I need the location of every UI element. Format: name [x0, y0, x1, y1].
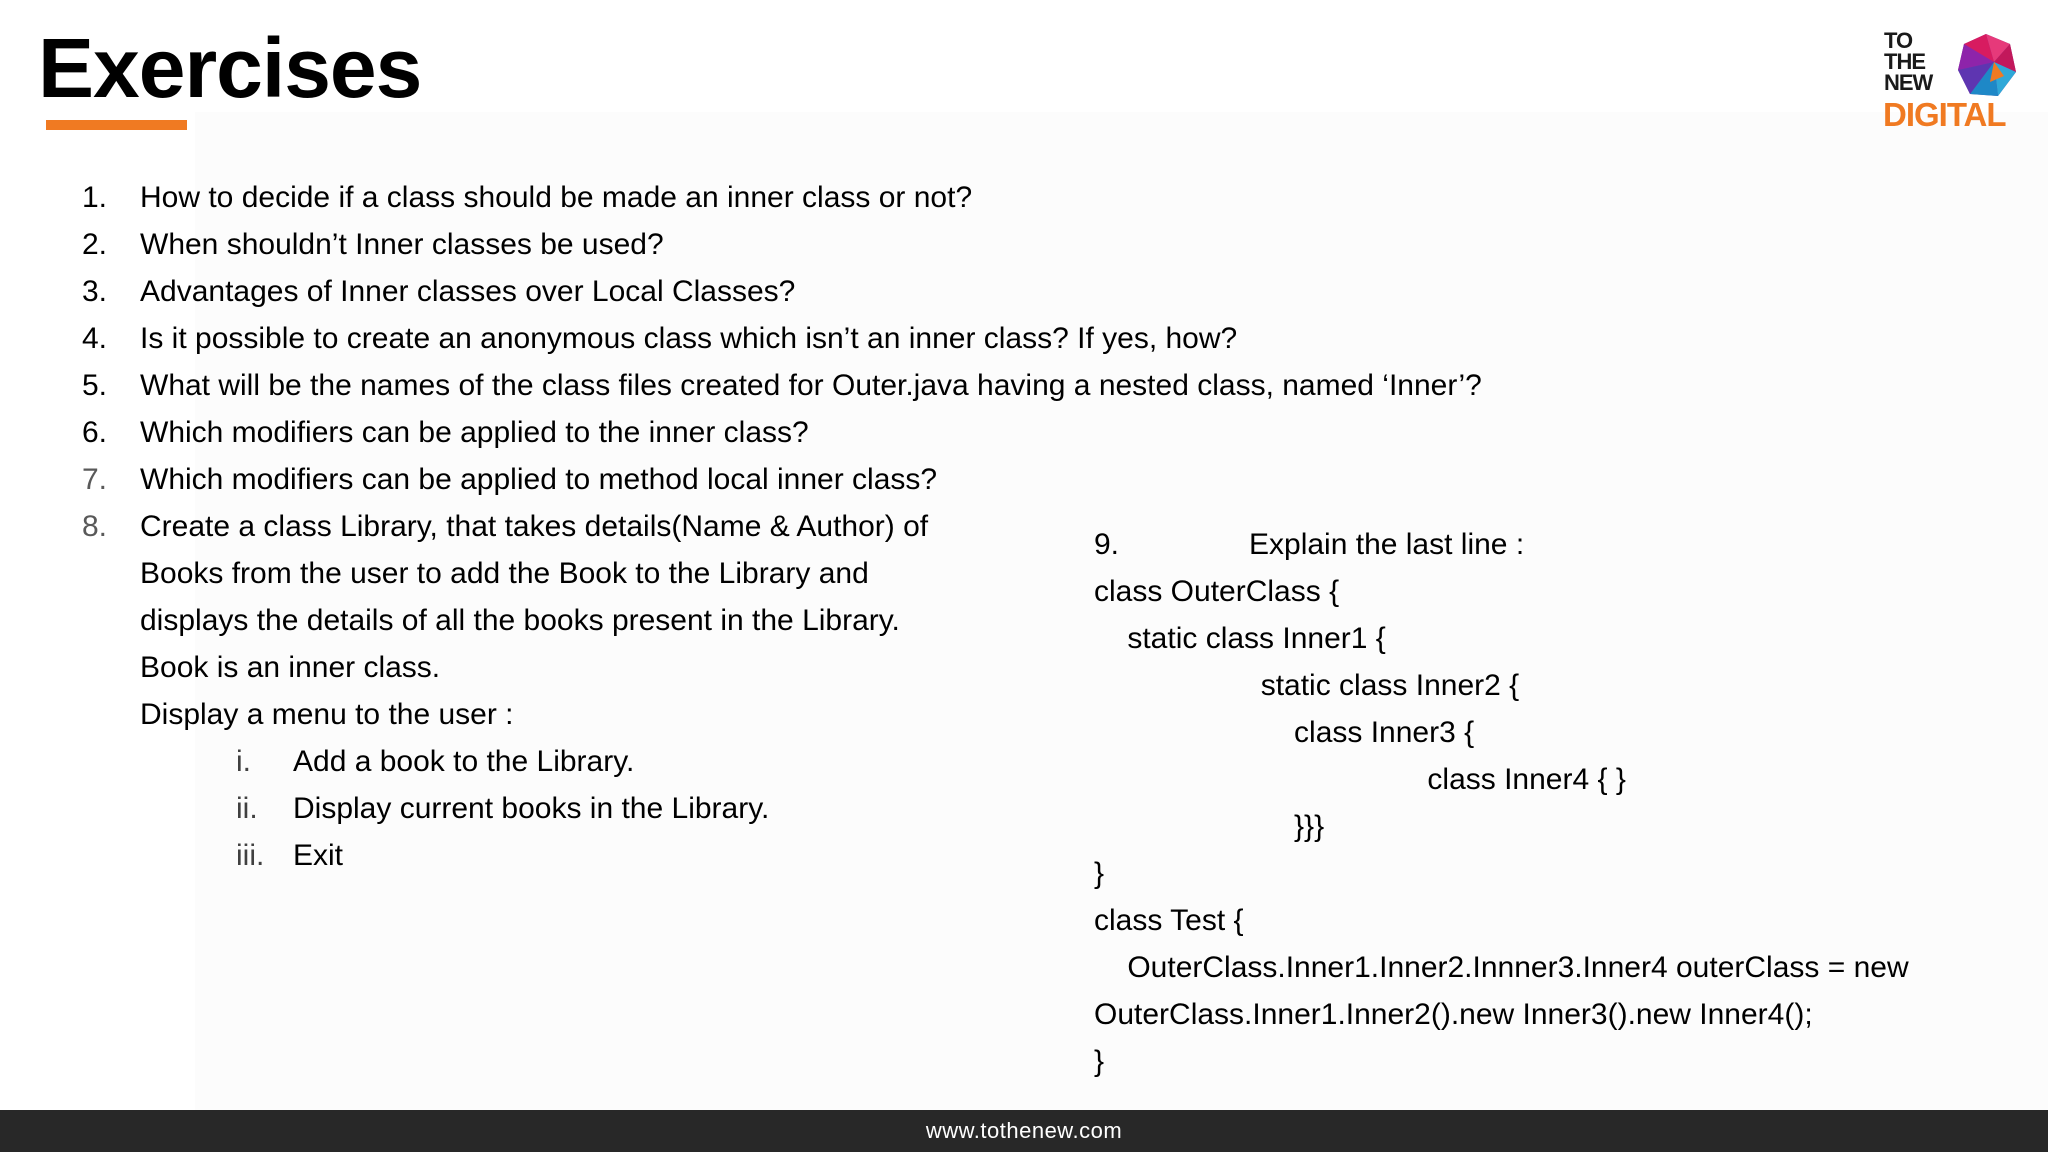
- item-number: 3.: [82, 275, 108, 308]
- code-line: }: [1094, 1045, 1105, 1078]
- q9-heading: [1094, 521, 2034, 568]
- item-number: 2.: [82, 228, 108, 261]
- item-text: Is it possible to create an anonymous class which isn’t an inner class? If yes, how?: [140, 322, 1238, 355]
- q8-line: Books from the user to add the Book to the Library and: [140, 557, 869, 590]
- item-number: 6.: [82, 416, 108, 449]
- code-line: class Inner4 { }: [1094, 763, 1626, 796]
- gem-icon: [1954, 32, 2018, 102]
- logo-digital-text: DIGITAL: [1883, 96, 2006, 133]
- q8-line: Book is an inner class.: [140, 651, 441, 684]
- code-line: class OuterClass {: [1094, 575, 1340, 608]
- item-number: 8.: [82, 510, 108, 543]
- item-text: When shouldn’t Inner classes be used?: [140, 228, 664, 261]
- logo-wordmark: TO THE NEW: [1884, 28, 1933, 95]
- code-line: static class Inner1 {: [1094, 622, 1386, 655]
- item-number: 7.: [82, 463, 108, 496]
- item-text: Advantages of Inner classes over Local Classes?: [140, 275, 796, 308]
- code-line: OuterClass.Inner1.Inner2().new Inner3().new Inner4();: [1094, 998, 1813, 1031]
- list-item: [82, 315, 1602, 362]
- item-text: What will be the names of the class files created for Outer.java having a nested class, named ‘Inner’?: [140, 369, 1482, 402]
- q8-line: Display a menu to the user :: [140, 698, 514, 731]
- q9-title: Explain the last line :: [1249, 528, 1525, 561]
- menu-item-number: iii.: [236, 839, 265, 872]
- item-number: 9.: [1094, 528, 1120, 561]
- question-9: [1094, 521, 2034, 1085]
- list-item: [82, 221, 1602, 268]
- menu-item-number: ii.: [236, 792, 258, 825]
- menu-item-text: Exit: [293, 839, 344, 872]
- code-line: OuterClass.Inner1.Inner2.Innner3.Inner4 outerClass = new: [1094, 951, 1909, 984]
- code-line: class Inner3 {: [1094, 716, 1475, 749]
- item-text: Which modifiers can be applied to the inner class?: [140, 416, 809, 449]
- q8-line: displays the details of all the books present in the Library.: [140, 604, 900, 637]
- footer-url: www.tothenew.com: [0, 1110, 2048, 1152]
- item-number: 4.: [82, 322, 108, 355]
- code-line: static class Inner2 {: [1094, 669, 1520, 702]
- code-line: }: [1094, 857, 1105, 890]
- menu-item-text: Add a book to the Library.: [293, 745, 635, 778]
- code-line: class Test {: [1094, 904, 1244, 937]
- item-text: Which modifiers can be applied to method local inner class?: [140, 463, 938, 496]
- item-number: 5.: [82, 369, 108, 402]
- list-item: [82, 362, 1602, 409]
- menu-item-number: i.: [236, 745, 251, 778]
- code-line: }}}: [1094, 810, 1325, 843]
- item-number: 1.: [82, 181, 108, 214]
- list-item: [82, 409, 1602, 456]
- list-item: [82, 456, 1602, 503]
- list-item: [82, 268, 1602, 315]
- q8-line: Create a class Library, that takes details(Name & Author) of: [140, 510, 929, 543]
- menu-item-text: Display current books in the Library.: [293, 792, 770, 825]
- tothenew-logo: [1878, 30, 2018, 134]
- item-text: How to decide if a class should be made an inner class or not?: [140, 181, 973, 214]
- slide-title: Exercises: [38, 21, 422, 115]
- list-item: [82, 174, 1602, 221]
- title-underline: [46, 120, 187, 130]
